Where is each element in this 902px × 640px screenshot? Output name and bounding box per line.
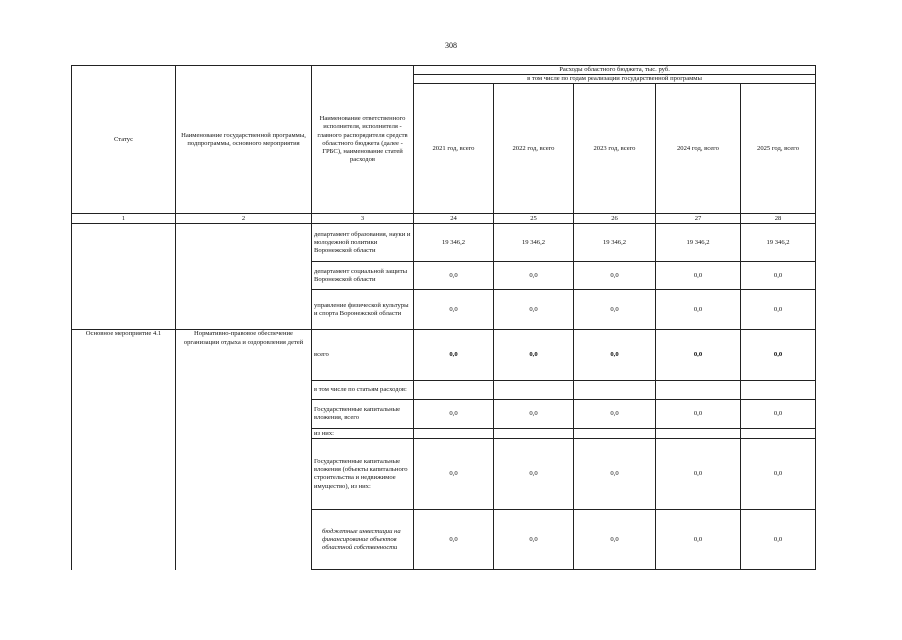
header-status: Статус — [72, 66, 176, 214]
value-cell: 0,0 — [574, 262, 656, 290]
value-cell: 0,0 — [414, 510, 494, 570]
header-by-years: в том числе по годам реализации государственной программы — [414, 75, 816, 84]
value-cell-empty — [741, 429, 816, 439]
header-year: 2024 год, всего — [656, 84, 741, 214]
value-cell: 0,0 — [741, 439, 816, 510]
executor-cell: департамент образования, науки и молодежной политики Воронежской области — [312, 224, 414, 262]
header-expenses: Расходы областного бюджета, тыс. руб. — [414, 66, 816, 75]
column-number: 28 — [741, 214, 816, 224]
program-name-cell: Нормативно-правовое обеспечение организации отдыха и оздоровления детей — [176, 330, 312, 570]
value-cell: 0,0 — [656, 510, 741, 570]
value-cell: 0,0 — [741, 290, 816, 330]
header-year: 2025 год, всего — [741, 84, 816, 214]
column-number: 1 — [72, 214, 176, 224]
header-year: 2023 год, всего — [574, 84, 656, 214]
column-number: 24 — [414, 214, 494, 224]
column-number: 26 — [574, 214, 656, 224]
executor-cell: бюджетные инвестиции на финансирование объектов областной собственности — [312, 510, 414, 570]
budget-table — [71, 65, 816, 570]
value-cell: 0,0 — [494, 439, 574, 510]
value-cell: 0,0 — [656, 439, 741, 510]
value-cell: 0,0 — [574, 439, 656, 510]
column-number: 3 — [312, 214, 414, 224]
value-cell: 0,0 — [494, 510, 574, 570]
value-cell: 0,0 — [414, 262, 494, 290]
value-cell: 0,0 — [656, 330, 741, 381]
table-row — [72, 330, 816, 381]
value-cell: 0,0 — [494, 400, 574, 429]
table-row — [72, 224, 816, 262]
value-cell: 19 346,2 — [656, 224, 741, 262]
value-cell: 19 346,2 — [494, 224, 574, 262]
value-cell: 19 346,2 — [574, 224, 656, 262]
value-cell: 0,0 — [741, 510, 816, 570]
value-cell: 0,0 — [414, 330, 494, 381]
value-cell: 0,0 — [741, 400, 816, 429]
executor-cell: в том числе по статьям расходов: — [312, 381, 414, 400]
status-cell: Основное мероприятие 4.1 — [72, 330, 176, 570]
value-cell: 0,0 — [656, 290, 741, 330]
column-numbers-row — [72, 214, 816, 224]
value-cell: 0,0 — [494, 330, 574, 381]
executor-cell: департамент социальной защиты Воронежской области — [312, 262, 414, 290]
value-cell: 0,0 — [414, 439, 494, 510]
value-cell: 19 346,2 — [414, 224, 494, 262]
value-cell: 0,0 — [494, 262, 574, 290]
value-cell: 19 346,2 — [741, 224, 816, 262]
value-cell: 0,0 — [414, 290, 494, 330]
column-number: 2 — [176, 214, 312, 224]
value-cell-empty — [656, 381, 741, 400]
value-cell: 0,0 — [574, 330, 656, 381]
value-cell: 0,0 — [574, 510, 656, 570]
executor-cell: всего — [312, 330, 414, 381]
executor-cell: из них: — [312, 429, 414, 439]
value-cell-empty — [574, 429, 656, 439]
value-cell-empty — [574, 381, 656, 400]
executor-cell: Государственные капитальные вложения, всего — [312, 400, 414, 429]
value-cell: 0,0 — [656, 400, 741, 429]
value-cell-empty — [656, 429, 741, 439]
value-cell: 0,0 — [574, 290, 656, 330]
executor-cell: Государственные капитальные вложения (объекты капитального строительства и недвижимое имущество), из них: — [312, 439, 414, 510]
value-cell-empty — [414, 429, 494, 439]
value-cell-empty — [414, 381, 494, 400]
value-cell: 0,0 — [741, 330, 816, 381]
column-number: 25 — [494, 214, 574, 224]
value-cell: 0,0 — [574, 400, 656, 429]
name-cell-empty — [176, 224, 312, 330]
status-cell-empty — [72, 224, 176, 330]
value-cell: 0,0 — [656, 262, 741, 290]
value-cell-empty — [741, 381, 816, 400]
value-cell-empty — [494, 381, 574, 400]
column-number: 27 — [656, 214, 741, 224]
header-executor: Наименование ответственного исполнителя, исполнителя - главного распорядителя средств областного бюджета (далее - ГРБС), наименование статей расходов — [312, 66, 414, 214]
header-year: 2021 год, всего — [414, 84, 494, 214]
value-cell: 0,0 — [494, 290, 574, 330]
page-number: 308 — [445, 41, 457, 50]
header-program-name: Наименование государственной программы, подпрограммы, основного мероприятия — [176, 66, 312, 214]
value-cell-empty — [494, 429, 574, 439]
executor-cell: управление физической культуры и спорта Воронежской области — [312, 290, 414, 330]
header-year: 2022 год, всего — [494, 84, 574, 214]
value-cell: 0,0 — [741, 262, 816, 290]
value-cell: 0,0 — [414, 400, 494, 429]
